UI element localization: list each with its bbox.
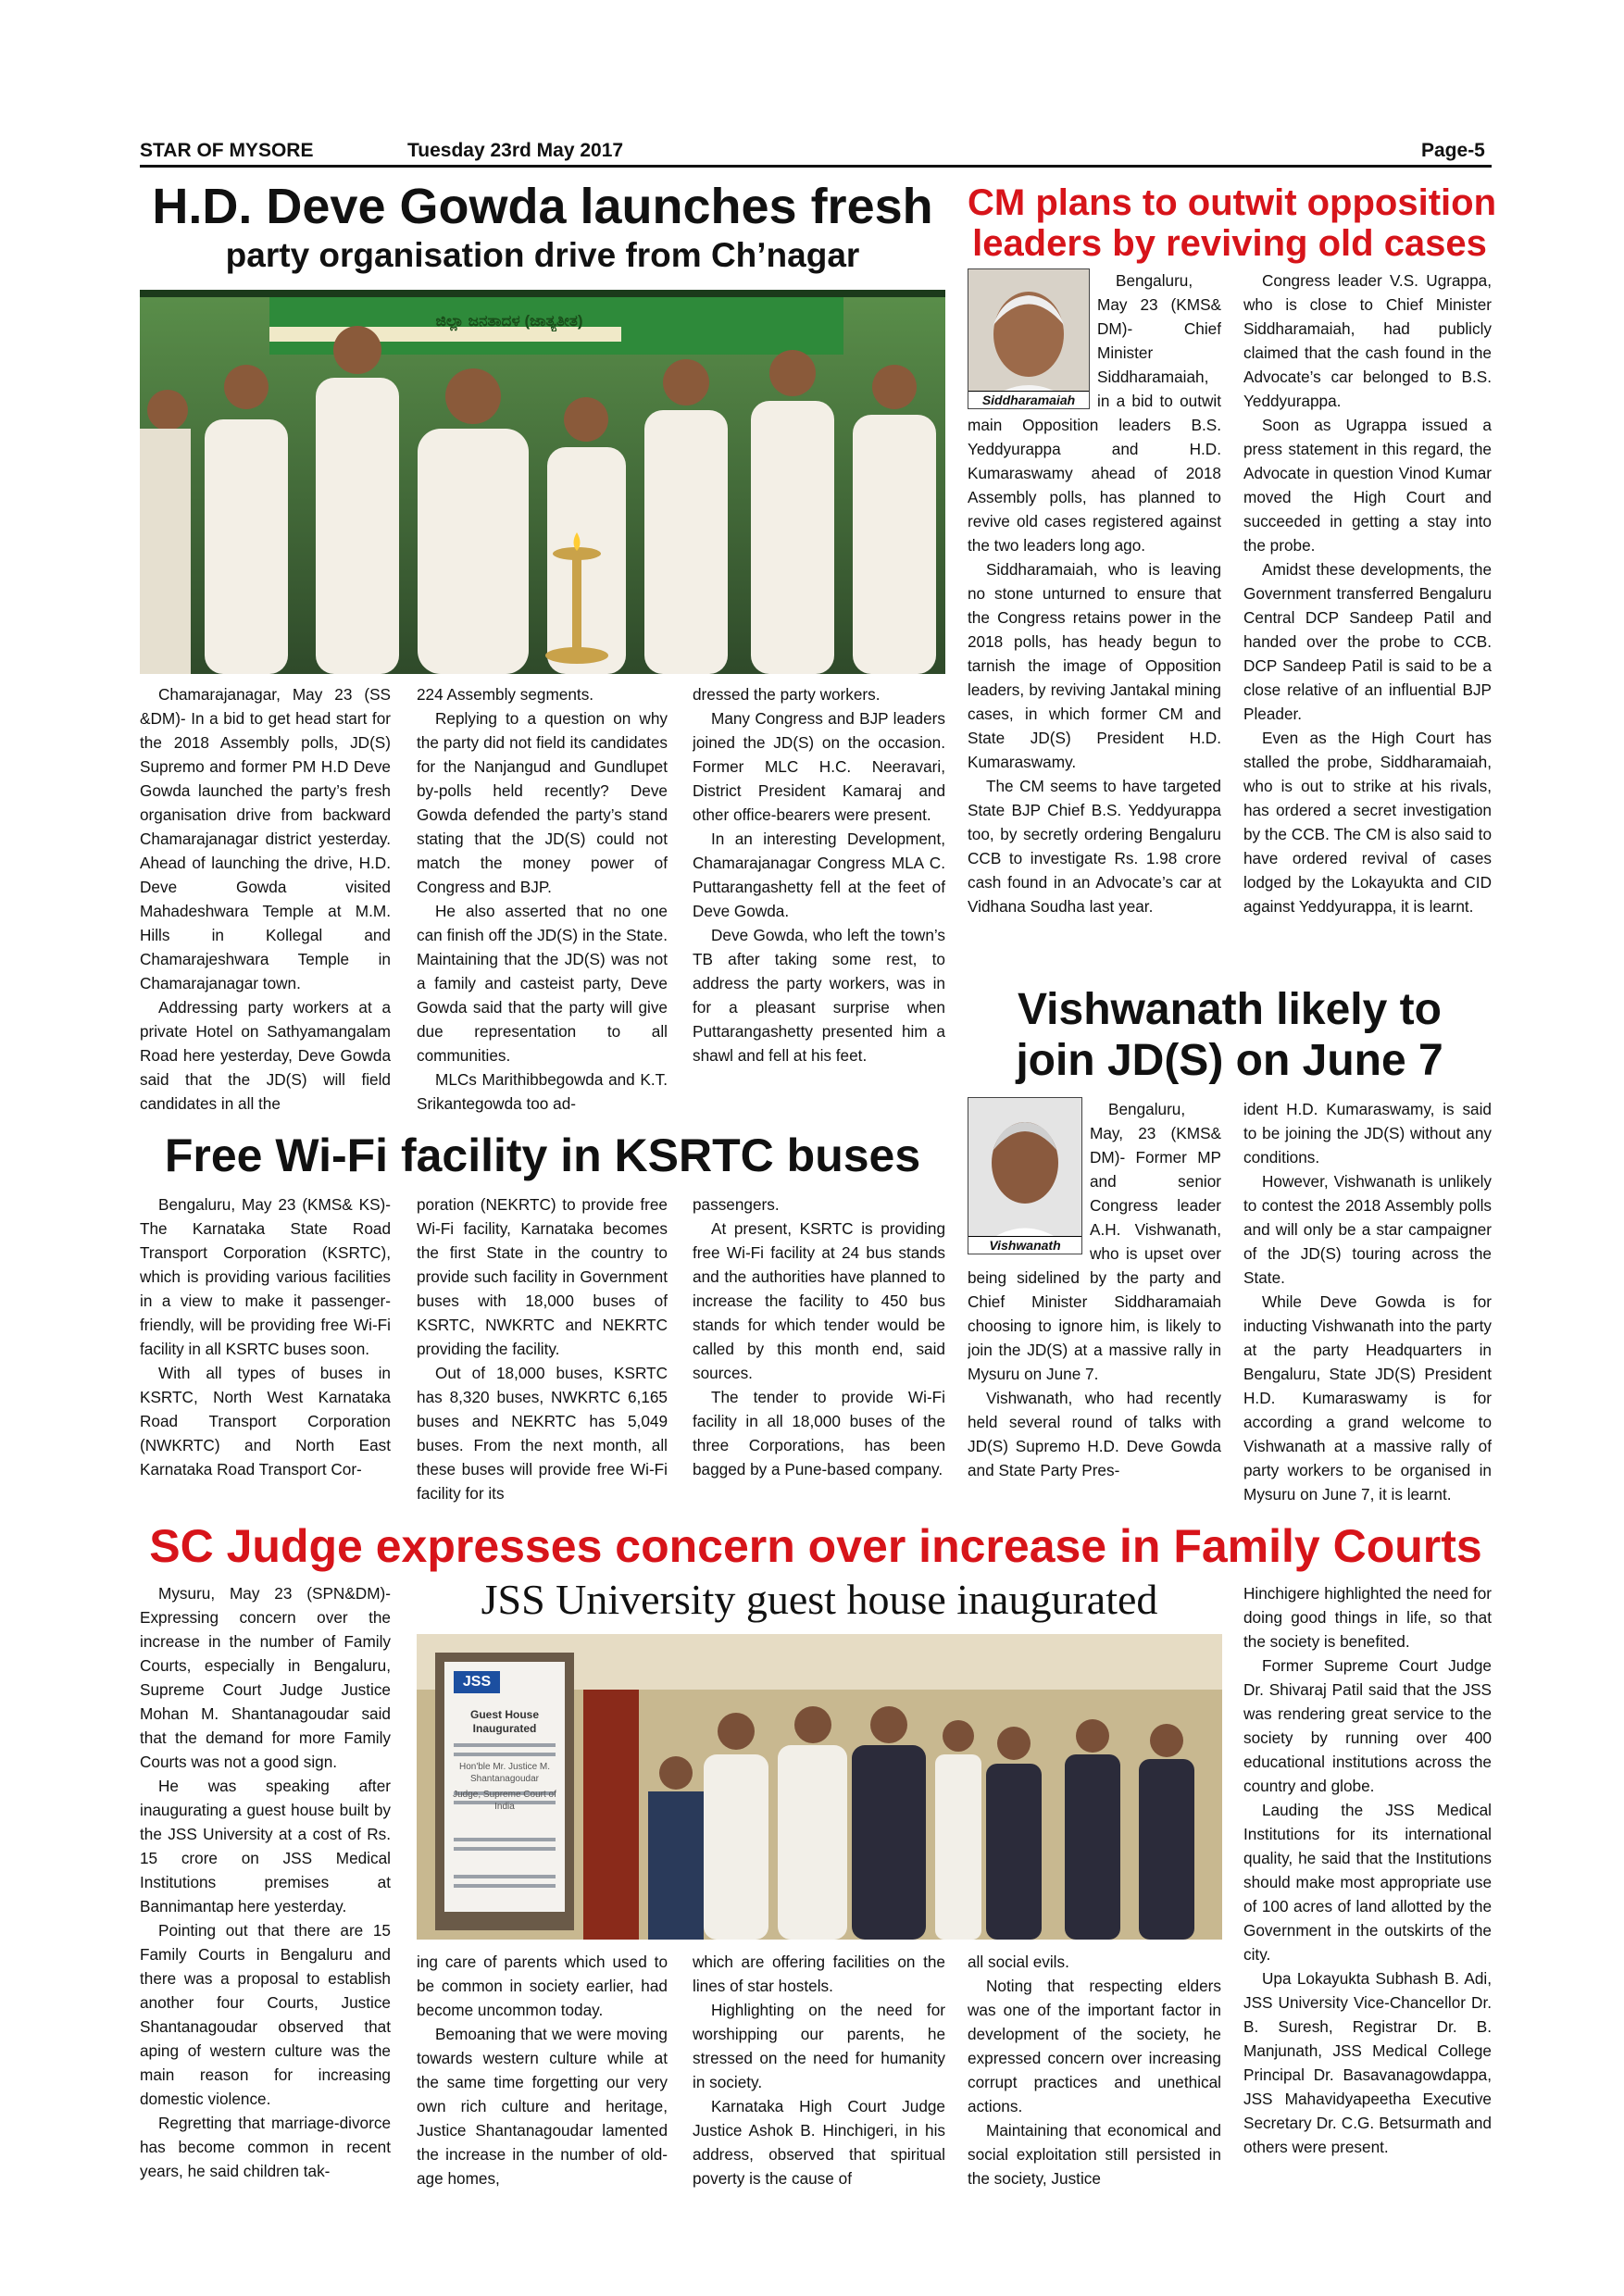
article-1-column-2 [417,682,668,1117]
article-1-c2-p1: 224 Assembly segments. [417,685,594,704]
article-5-c3-p1: which are offering facilities on the lines of star hostels. [693,1953,945,1995]
article-5-column-4 [968,1950,1221,2192]
article-1-c3-p4: Deve Gowda, who left the town’s TB after taking some rest, to address the party workers, was in for a pleasant surprise when Puttarangashetty presented him a shawl and fell at his feet. [693,926,945,1065]
article-4-c1-p2: With all types of buses in KSRTC, North West Karnataka Road Transport Corporation (NWKRTC) and North East Karnataka Road Transport Cor- [140,1364,391,1479]
page-number: Page-5 [1421,140,1485,161]
article-4-title: Free Wi-Fi facility in KSRTC buses [164,1129,921,1181]
article-5-c4-p3: Maintaining that economical and social exploitation still persisted in the society, Justice [968,2121,1221,2188]
article-3-column-2 [1243,1097,1492,1514]
article-5-c5-p2: Former Supreme Court Judge Dr. Shivaraj Patil said that the JSS was rendering great service to the society by running over 400 educational institutions across the country and globe. [1243,1656,1492,1795]
article-1-c2-p3: He also asserted that no one can finish off the JD(S) in the State. Maintaining that the JD(S) was not a family and casteist party, Deve Gowda said that the party will give due representation to all communities. [417,902,668,1065]
jss-photo-title: JSS University guest house inaugurated [481,1576,1158,1623]
article-5-c5-p4: Upa Lokayukta Subhash B. Adi, JSS University Vice-Chancellor Dr. B. Suresh, Registrar Dr. B. Manjunath, JSS Medical College Principal Dr. Basavanagowdappa, JSS Mahavidyapeetha Executive Secretary Dr. C.G. Betsurmath and others were present. [1243,1969,1492,2156]
article-3-c1-p2: Vishwanath, who had recently held several round of talks with JD(S) Supremo H.D. Deve Gowda and State Party Pres- [968,1389,1221,1479]
article-2-c1-p1: Bengaluru, May 23 (KMS& DM)- Chief Minister Siddharamaiah, in a bid to outwit main Opposition leaders B.S. Yeddyurappa and H.D. Kumaraswamy ahead of 2018 Assembly polls, has planned to revive old cases registered against the two leaders long ago. [968,271,1221,555]
deve-gowda-lamp-photo [140,290,945,674]
article-5-c1-p4: Regretting that marriage-divorce has become common in recent years, he said children tak- [140,2114,391,2180]
article-5-column-5 [1243,1581,1492,2192]
article-2-title-line-2: leaders by reviving old cases [972,223,1487,264]
article-1-subtitle: party organisation drive from Ch’nagar [225,236,860,274]
article-2-column-1 [968,268,1221,981]
article-2-c2-p1: Congress leader V.S. Ugrappa, who is close to Chief Minister Siddharamaiah, had publicly claimed that the cash found in the Advocate’s car belonged to B.S. Yeddyurappa. [1243,271,1492,410]
article-4-column-1 [140,1192,391,1513]
deve-gowda-lamp-illustration [140,290,945,674]
article-5-c3-p2: Highlighting on the need for worshipping our parents, he stressed on the need for humanity in society. [693,2001,945,2091]
article-1-c3-p1: dressed the party workers. [693,685,881,704]
article-5-column-3 [693,1950,945,2192]
article-5-c3-p3: Karnataka High Court Judge Justice Ashok B. Hinchigeri, in his address, observed that spiritual poverty is the cause of [693,2097,945,2188]
article-2-c1-p2: Siddharamaiah, who is leaving no stone unturned to ensure that the Congress retains power in the 2018 polls, has heady begun to tarnish the image of Opposition leaders, by reviving Jantakal mining cases, in which former CM and State JD(S) President H.D. Kumaraswamy. [968,560,1221,771]
article-1-title: H.D. Deve Gowda launches fresh [152,179,933,234]
siddharamaiah-photo [968,268,1090,409]
vishwanath-portrait [968,1098,1081,1254]
article-1-c3-p3: In an interesting Development, Chamarajanagar Congress MLA C. Puttarangashetty fell at the feet of Deve Gowda. [693,830,945,920]
jss-plaque-logo: JSS [454,1671,500,1693]
article-4-c1-p1: Bengaluru, May 23 (KMS& KS)- The Karnataka State Road Transport Corporation (KSRTC), which is providing various facilities in a view to make it passenger-friendly, will be providing free Wi-Fi facility in all KSRTC buses soon. [140,1195,391,1358]
article-4-c2-p1: poration (NEKRTC) to provide free Wi-Fi facility, Karnataka becomes the first State in the country to provide such facility in Government buses with 18,000 buses of KSRTC, NWKRTC and NEKRTC providing the facility. [417,1195,668,1358]
article-4-c3-p1: passengers. [693,1195,780,1214]
jss-plaque-line-1: Hon'ble Mr. Justice M. Shantanagoudar [458,1762,551,1784]
article-3-title-line-2: join JD(S) on June 7 [1016,1036,1443,1085]
article-4-column-2 [417,1192,668,1513]
header-rule [140,165,1492,168]
article-5-c1-p2: He was speaking after inaugurating a guest house built by the JSS University at a cost of Rs. 15 crore on JSS Medical Institutions premises at Bannimantap here yesterday. [140,1777,391,1915]
article-1-c1-p2: Addressing party workers at a private Hotel on Sathyamangalam Road here yesterday, Deve Gowda said that the JD(S) will field candidates in all the [140,998,391,1113]
article-5-c4-p1: all social evils. [968,1953,1069,1971]
article-5-title: SC Judge expresses concern over increase in Family Courts [149,1520,1482,1572]
photo-banner-text: ಜಿಲ್ಲಾ ಜನತಾದಳ (ಜಾತ್ಯತೀತ) [435,312,583,330]
article-5-c1-p3: Pointing out that there are 15 Family Courts in Bengaluru and there was a proposal to establish another four Courts, Justice Shantanagoudar observed that aping of western culture was the main reason for increasing domestic violence. [140,1921,391,2108]
article-2-c2-p2: Soon as Ugrappa issued a press statement in this regard, the Advocate in question Vinod Kumar moved the High Court and succeeded in getting a stay into the probe. [1243,416,1492,555]
article-3-c1-p1: Bengaluru, May, 23 (KMS& DM)- Former MP and senior Congress leader A.H. Vishwanath, who is upset over being sidelined by the party and Chief Minister Siddharamaiah choosing to ignore him, is likely to join the JD(S) at a massive rally in Mysuru on June 7. [968,1100,1221,1383]
article-1-column-3 [693,682,945,1117]
article-5-column-2 [417,1950,668,2192]
article-2-c2-p4: Even as the High Court has stalled the probe, Siddharamaiah, who is out to strike at his rivals, has ordered a secret investigation by the CCB. The CM is also said to have ordered revival of cases lodged by the Lokayukta and CID against Yeddyurappa, it is learnt. [1243,729,1492,916]
article-2-c2-p3: Amidst these developments, the Government transferred Bengaluru Central DCP Sandeep Patil and handed over the probe to CCB. DCP Sandeep Patil is said to be a close relative of an influential BJP Pleader. [1243,560,1492,723]
jss-guest-house-photo [417,1634,1222,1940]
article-4-c3-p3: The tender to provide Wi-Fi facility in all 18,000 buses of the three Corporations, has been bagged by a Pune-based company. [693,1388,945,1479]
article-5-c2-p2: Bemoaning that we were moving towards western culture while at the same time forgetting our very own rich culture and heritage, Justice Shantanagoudar lamented the increase in the number of old-age homes, [417,2025,668,2188]
article-5-c5-p1: Hinchigere highlighted the need for doing good things in life, so that the society is benefited. [1243,1584,1492,1651]
article-1-c2-p4: MLCs Marithibbegowda and K.T. Srikantegowda too ad- [417,1070,668,1113]
article-1-c3-p2: Many Congress and BJP leaders joined the JD(S) on the occasion. Former MLC H.C. Neeravari, District President Kamaraj and other office-bearers were present. [693,709,945,824]
siddharamaiah-portrait [968,269,1089,408]
article-3-c2-p1: ident H.D. Kumaraswamy, is said to be joining the JD(S) without any conditions. [1243,1100,1492,1167]
article-5-c4-p2: Noting that respecting elders was one of the important factor in development of the society, he expressed concern over increasing corrupt practices and unethical actions. [968,1977,1221,2115]
article-2-c1-p3: The CM seems to have targeted State BJP Chief B.S. Yeddyurappa too, by secretly ordering Bengaluru CCB to investigate Rs. 1.98 crore cash found in an Advocate’s car at Vidhana Soudha last year. [968,777,1221,916]
article-1-c1-p1: Chamarajanagar, May 23 (SS &DM)- In a bid to get head start for the 2018 Assembly polls, JD(S) Supremo and former PM H.D Deve Gowda launched the party’s fresh organisation drive from backward Chamarajanagar district yesterday. Ahead of launching the drive, H.D. Deve Gowda visited Mahadeshwara Temple at M.M. Hills in Kollegal and Chamarajeshwara Temple in Chamarajanagar town. [140,685,391,992]
issue-date: Tuesday 23rd May 2017 [407,140,624,161]
article-3-title-line-1: Vishwanath likely to [1018,985,1442,1034]
siddharamaiah-caption: Siddharamaiah [968,391,1089,408]
jss-plaque-line-2: Judge, Supreme Court of India [453,1790,556,1812]
vishwanath-photo [968,1097,1082,1254]
article-3-c2-p2: However, Vishwanath is unlikely to contest the 2018 Assembly polls and will only be a star campaigner of the JD(S) touring across the State. [1243,1172,1492,1287]
article-5-c1-p1: Mysuru, May 23 (SPN&DM)- Expressing concern over the increase in the number of Family Courts, especially in Bengaluru, Supreme Court Judge Justice Mohan M. Shantanagoudar said that the demand for more Family Courts was not a good sign. [140,1584,391,1771]
vishwanath-caption: Vishwanath [968,1236,1081,1254]
article-3-c2-p3: While Deve Gowda is for inducting Vishwanath into the party at the party Headquarters in Bengaluru, State JD(S) President H.D. Kumaraswamy is for according a grand welcome to Vishwanath at a massive rally of party workers to be organised in Mysuru on June 7, it is learnt. [1243,1292,1492,1504]
article-5-column-1 [140,1581,391,2192]
article-4-c2-p2: Out of 18,000 buses, KSRTC has 8,320 buses, NWKRTC 6,165 buses and NEKRTC has 5,049 buses. From the next month, all these buses will provide free Wi-Fi facility for its [417,1364,668,1503]
article-5-c5-p3: Lauding the JSS Medical Institutions for its international quality, he said that the Institutions should make most appropriate use of 100 acres of land allotted by the Government in the outskirts of the city. [1243,1801,1492,1964]
article-4-c3-p2: At present, KSRTC is providing free Wi-Fi facility at 24 bus stands and the authorities have planned to increase the facility to 450 bus stands for which tender would be called by this month end, said sources. [693,1219,945,1382]
masthead: STAR OF MYSORE [140,140,314,161]
article-4-column-3 [693,1192,945,1513]
article-1-column-1 [140,682,391,1117]
article-2-title-line-1: CM plans to outwit opposition [968,182,1497,223]
article-2-column-2 [1243,268,1492,981]
article-3-column-1 [968,1097,1221,1514]
article-5-c2-p1: ing care of parents which used to be common in society earlier, had become uncommon today. [417,1953,668,2019]
jss-plaque-heading: Guest House Inaugurated [469,1708,539,1735]
article-1-c2-p2: Replying to a question on why the party did not field its candidates for the Nanjangud and Gundlupet by-polls held recently? Deve Gowda defended the party’s stand stating that the JD(S) could not match the money power of Congress and BJP. [417,709,668,896]
jss-inauguration-illustration [417,1634,1222,1940]
